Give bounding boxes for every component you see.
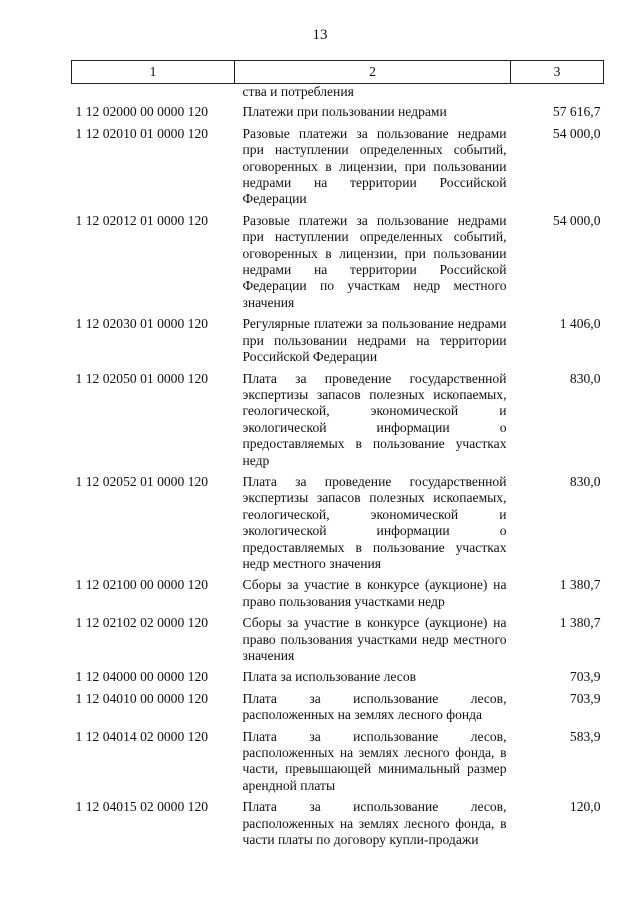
- table-row: [72, 729, 604, 800]
- row-amount-cell: 1 380,7: [559, 577, 601, 593]
- table-row: [72, 577, 604, 615]
- row-amount-cell: 1 406,0: [559, 316, 601, 332]
- row-amount-cell: 57 616,7: [552, 104, 601, 120]
- row-amount-cell: 830,0: [569, 473, 601, 489]
- row-name-cell: Плата за использование лесов, расположенных на землях лесного фонда, в части платы по договору купли-продажи: [242, 799, 507, 848]
- column-header-name: 2: [235, 61, 511, 84]
- row-name-cell: Плата за использование лесов, расположенных на землях лесного фонда, в части, превышающей минимальный размер арендной платы: [242, 728, 507, 793]
- row-name-cell: ства и потребления: [242, 84, 354, 99]
- column-header-code: 1: [72, 61, 235, 84]
- table-row: [72, 213, 604, 316]
- column-header-amount: 3: [511, 61, 604, 84]
- row-code-cell: 1 12 02100 00 0000 120: [75, 577, 209, 593]
- row-code-cell: 1 12 04010 00 0000 120: [75, 690, 209, 706]
- table-row: [72, 615, 604, 669]
- table-row: [72, 104, 604, 125]
- row-code-cell: 1 12 02050 01 0000 120: [75, 370, 209, 386]
- row-amount-cell: 583,9: [569, 728, 601, 744]
- row-name-cell: Разовые платежи за пользование недрами при наступлении определенных событий, оговоренных в лицензии, при пользовании недрами на территории Российской Федерации по участкам недр местного значения: [242, 212, 507, 310]
- row-amount-cell: 54 000,0: [552, 212, 601, 228]
- row-code-cell: 1 12 02102 02 0000 120: [75, 615, 209, 631]
- table-row: [72, 799, 604, 853]
- row-amount-cell: 1 380,7: [559, 615, 601, 631]
- table-row: [72, 316, 604, 370]
- row-code-cell: 1 12 02030 01 0000 120: [75, 316, 209, 332]
- row-amount-cell: 703,9: [569, 690, 601, 706]
- row-name-cell: Сборы за участие в конкурсе (аукционе) на право пользования участками недр местного значения: [242, 615, 507, 663]
- row-code-cell: 1 12 04000 00 0000 120: [75, 669, 209, 685]
- table-row-continuation: [72, 84, 604, 105]
- row-code-cell: 1 12 04015 02 0000 120: [75, 799, 209, 815]
- table-row: [72, 691, 604, 729]
- table-header: [72, 61, 604, 84]
- table-row: [72, 669, 604, 690]
- row-name-cell: Разовые платежи за пользование недрами при наступлении определенных событий, оговоренных в лицензии, при пользовании недрами на территории Российской Федерации: [242, 125, 507, 207]
- row-code-cell: 1 12 02010 01 0000 120: [75, 125, 209, 141]
- row-amount-cell: 830,0: [569, 370, 601, 386]
- page-number: 13: [312, 27, 328, 43]
- row-name-cell: Сборы за участие в конкурсе (аукционе) на право пользования участками недр: [242, 577, 507, 609]
- table-row: [72, 371, 604, 474]
- row-name-cell: Плата за использование лесов, расположенных на землях лесного фонда: [242, 690, 507, 723]
- row-code-cell: 1 12 02000 00 0000 120: [75, 104, 209, 120]
- row-name-cell: Плата за проведение государственной экспертизы запасов полезных ископаемых, геологической, экономической и экологической информации о предоставляемых в пользование участках недр: [242, 370, 507, 468]
- table-row: [72, 126, 604, 213]
- row-code-cell: 1 12 02012 01 0000 120: [75, 212, 209, 228]
- row-name-cell: Платежи при пользовании недрами: [242, 104, 447, 120]
- row-amount-cell: 703,9: [569, 669, 601, 685]
- row-name-cell: Плата за проведение государственной экспертизы запасов полезных ископаемых, геологической, экономической и экологической информации о предоставляемых в пользование участках недр местного значения: [242, 473, 507, 571]
- row-code-cell: 1 12 02052 01 0000 120: [75, 473, 209, 489]
- row-name-cell: Регулярные платежи за пользование недрами при пользовании недрами на территории Российской Федерации: [242, 316, 507, 365]
- row-name-cell: Плата за использование лесов: [242, 669, 417, 685]
- row-amount-cell: 54 000,0: [552, 125, 601, 141]
- row-code-cell: [72, 84, 235, 105]
- row-amount-cell: [511, 84, 604, 105]
- row-code-cell: 1 12 04014 02 0000 120: [75, 728, 209, 744]
- row-amount-cell: 120,0: [569, 799, 601, 815]
- table-row: [72, 474, 604, 577]
- budget-table: [71, 60, 604, 853]
- table-body: [72, 84, 604, 854]
